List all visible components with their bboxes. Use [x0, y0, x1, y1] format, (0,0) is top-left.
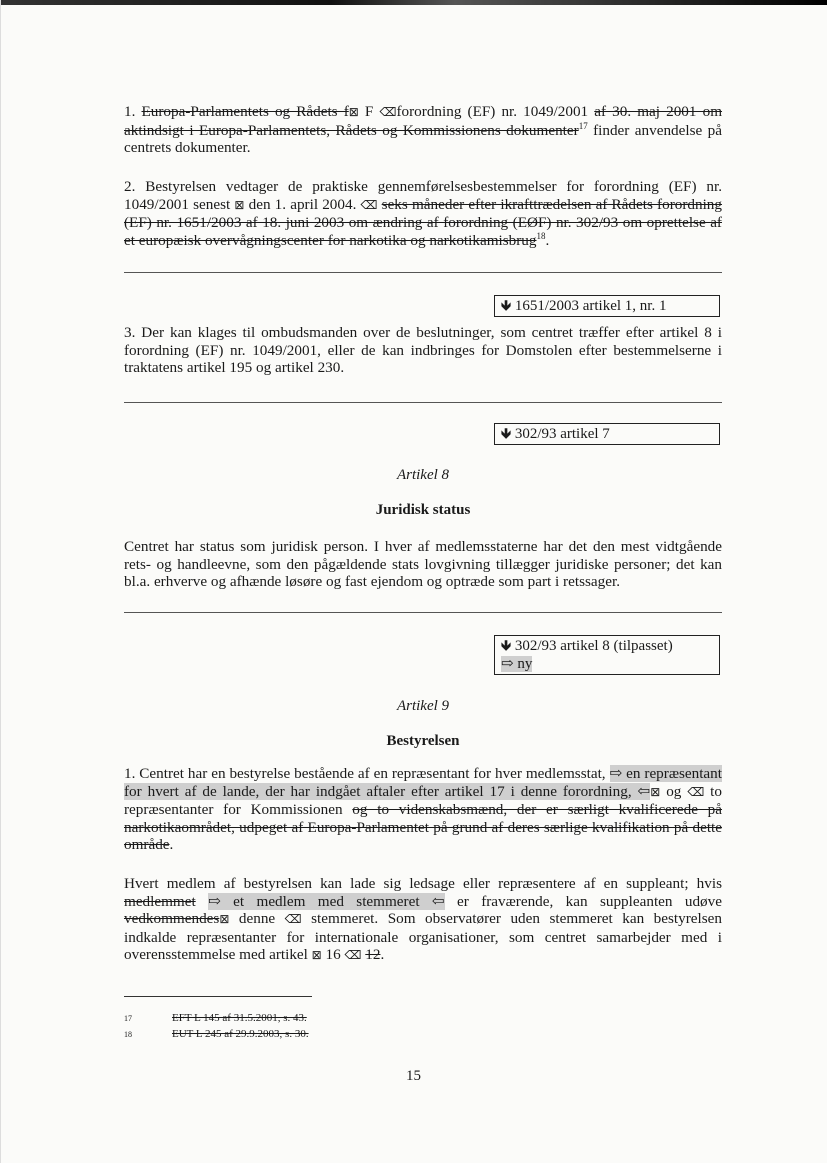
article-8-title: Artikel 8 [396, 467, 450, 483]
footnote-separator [124, 996, 312, 997]
scan-top-edge [0, 0, 827, 5]
deleted-text: 12 [365, 946, 381, 964]
down-arrow-icon: 🡻 [501, 298, 512, 314]
article-9-heading: Bestyrelsen [386, 733, 460, 749]
insert-marker-icon: ⊠ [650, 784, 661, 799]
new-text: ⇨ et medlem med stemmeret ⇦ [208, 892, 445, 910]
paragraph-1 [124, 103, 722, 157]
article-9-title: Artikel 9 [396, 698, 450, 714]
page-number: 15 [406, 1068, 421, 1084]
article-8-text: Centret har status som juridisk person. I hver af medlemsstaterne har det den mest vidtgående rets- og handleevne, som den pågældende stats lovgivning tillægger juridiske personer; det kan bl.a. erhverve og afhænde løsøre og fast ejendom og optræde som part i retssager. [124, 538, 722, 591]
delete-marker-icon: ⌫ [344, 948, 362, 963]
delete-marker-icon: ⌫ [360, 197, 378, 212]
new-marker: ⇨ ny [501, 656, 533, 672]
paragraph-3: 3. Der kan klages til ombudsmanden over de beslutninger, som centret træffer efter artikel 8 i forordning (EF) nr. 1049/2001, eller de kan indbringes for Domstolen efter bestemmelserne i traktatens artikel 195 og artikel 230. [124, 324, 722, 377]
insert-marker-icon: ⊠ [348, 105, 359, 119]
article-9-paragraph-1: 1. Centret har en bestyrelse bestående af en repræsentant for hver medlemsstat, ⇨ en repræsentant for hvert af de lande, der har indgået aftaler efter artikel 17 i denne forordning, ⇦⊠ og ⌫ to repræsentanter for Kommissionen og to videnskabsmænd, der er særligt kvalificerede på narkotikaområdet, udpeget af Europa-Parlamentet på grund af deres særlige kvalifikation på dette område. [124, 765, 723, 854]
source-reference: 302/93 artikel 8 (tilpasset) [514, 638, 673, 654]
separator-line [124, 272, 722, 273]
paragraph-2: 2. Bestyrelsen vedtager de praktiske gennemførelsesbestemmelser for forordning (EF) nr. 1049/2001 senest ⊠ den 1. april 2004. ⌫ seks måneder efter ikrafttrædelsen af Rådets forordning (EF) nr. 1651/2003 af 18. juni 2003 om ændring af forordning (EØF) nr. 302/93 om oprettelse af et europæisk overvågningscenter for narkotika og narkotikamisbrug$^{18}$. [124, 178, 722, 249]
insert-marker-icon: ⊠ [234, 197, 245, 212]
p1-inserted-f: F [358, 103, 380, 120]
footnote-text: EUT L 245 af 29.9.2003, s. 30. [172, 1028, 309, 1040]
p2-text-1: 2. Bestyrelsen vedtager de praktiske gennemførelsesbestemmelser for forordning (EF) nr. 1049/2001 senest [124, 178, 722, 213]
scan-left-edge [0, 0, 1, 1163]
footnote-number: 18 [124, 1030, 132, 1039]
p1-end: finder anvendelse på centrets dokumenter. [124, 121, 722, 157]
separator-line [124, 402, 722, 403]
source-reference-box [494, 295, 720, 317]
source-reference: 302/93 artikel 7 [514, 426, 610, 442]
deleted-text: vedkommendes [124, 910, 220, 928]
insert-marker-icon: ⊠ [219, 912, 230, 927]
deleted-text: og to videnskabsmænd, der er særligt kvalificerede på narkotikaområdet, udpeget af Europa-Parlamentet på grund af deres særlige kvalifikation på dette område [124, 801, 723, 854]
insert-marker-icon: ⊠ [311, 948, 322, 963]
delete-marker-icon: ⌫ [284, 912, 302, 927]
article-8-heading: Juridisk status [375, 502, 471, 518]
down-arrow-icon: 🡻 [501, 638, 512, 654]
p1-number: 1. [124, 103, 142, 120]
article-9-paragraph-2: Hvert medlem af bestyrelsen kan lade sig ledsage eller repræsentere af en suppleant; hvis medlemmet ⇨ et medlem med stemmeret ⇦ er fraværende, kan suppleanten udøve vedkommendes⊠ denne ⌫ stemmeret. Som observatører uden stemmeret kan bestyrelsen indkalde repræsentanter for internationale organisationer, som centret samarbejder med i overensstemmelse med artikel ⊠ 16 ⌫ 12. [124, 875, 723, 964]
p1-text: forordning (EF) nr. 1049/2001 [396, 103, 595, 120]
new-text: ⇨ en repræsentant for hvert af de lande, der har indgået aftaler efter artikel 17 i denne forordning, ⇦ [124, 765, 722, 800]
source-reference: 1651/2003 artikel 1, nr. 1 [514, 298, 667, 314]
footnote-ref-18[interactable]: 18 [536, 230, 546, 241]
footnote-ref-17[interactable]: 17 [578, 120, 588, 131]
p1-deleted-2: af 30. maj 2001 om aktindsigt i Europa-Parlamentets, Rådets og Kommissionens dokumenter [124, 103, 723, 139]
footnote-text: EFT L 145 af 31.5.2001, s. 43. [172, 1012, 307, 1024]
p2-text-2: den 1. april 2004. [244, 195, 361, 213]
down-arrow-icon: 🡻 [501, 426, 512, 442]
separator-line [124, 612, 722, 613]
footnote-number: 17 [124, 1014, 132, 1023]
delete-marker-icon: ⌫ [379, 105, 397, 119]
p1-deleted-1: Europa-Parlamentets og Rådets f [141, 103, 349, 120]
source-reference-box [494, 423, 720, 445]
source-reference-box [494, 635, 720, 675]
footnote-17 [124, 1012, 307, 1025]
deleted-text: medlemmet [124, 892, 196, 910]
p2-deleted: seks måneder efter ikrafttrædelsen af Rådets forordning (EF) nr. 1651/2003 af 18. juni 2003 om ændring af forordning (EØF) nr. 302/93 om oprettelse af et europæisk overvågningscenter for narkotika og narkotikamisbrug [124, 195, 722, 249]
delete-marker-icon: ⌫ [687, 784, 705, 799]
footnote-18 [124, 1028, 309, 1041]
